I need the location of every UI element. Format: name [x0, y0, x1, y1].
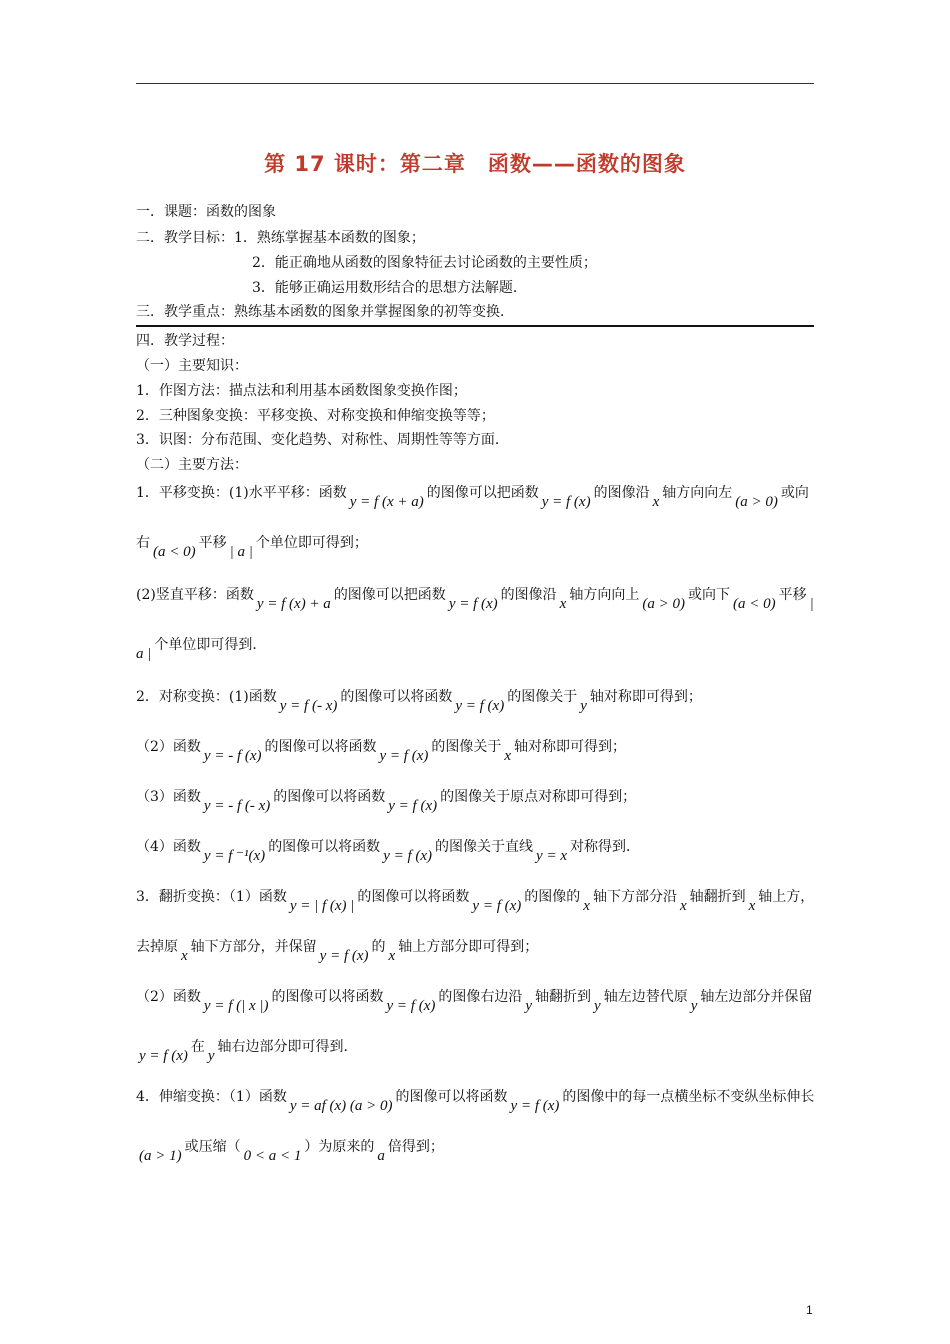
subheading-methods: （二）主要方法：: [136, 457, 248, 473]
translation-paragraph: 1．平移变换：(1)水平平移：函数y = f (x + a)的图像可以把函数y = f (x)的图像沿x轴方向向左(a > 0)或向右(a < 0)平移| a |个单位即可得到；: [136, 485, 809, 560]
formula: y = f (x) + a: [256, 596, 331, 612]
page-title: 第 17 课时：第二章 函数——函数的图象: [264, 152, 686, 176]
page-number: 1: [806, 1303, 813, 1317]
symmetry-paragraph: 2．对称变换：(1)函数y = f (- x)的图像可以将函数y = f (x)的图像关于y轴对称即可得到； （2）函数y = - f (x)的图像可以将函数y = f (x)的图像关于x轴对称即可得到； （3）函数y = - f (- x)的图像可以将函数y = f (x)的图像关于原点对称即可得到； （4）函数y = f ⁻¹(x)的图像可以将函数y = f (x)的图像关于直线y = x对称得到．: [136, 689, 702, 864]
goal-2: 2．能正确地从函数的图象特征去讨论函数的主要性质；: [252, 255, 597, 271]
formula: y = f (x): [541, 494, 591, 510]
header-rule: [136, 83, 814, 84]
knowledge-item-2: 2．三种图象变换：平移变换、对称变换和伸缩变换等等；: [136, 408, 495, 424]
stretch-paragraph: 4．伸缩变换：（1）函数y = af (x) (a > 0)的图像可以将函数y = f (x)的图像中的每一点横坐标不变纵坐标伸长(a > 1)或压缩（0 < a < 1）为原来的a倍得到；: [136, 1089, 815, 1164]
section-goals: 二．教学目标：1．熟练掌握基本函数的图象；: [136, 230, 425, 246]
goal-3: 3．能够正确运用数形结合的思想方法解题．: [252, 280, 527, 296]
knowledge-item-3: 3．识图：分布范围、变化趋势、对称性、周期性等等方面．: [136, 432, 509, 448]
section-topic: 一．课题：函数的图象: [136, 204, 276, 220]
folding-paragraph: 3．翻折变换：（1）函数y = | f (x) |的图像可以将函数y = f (x)的图像的x轴下方部分沿x轴翻折到x轴上方，去掉原x轴下方部分，并保留y = f (x)的x轴上方部分即可得到；: [136, 889, 815, 964]
knowledge-item-1: 1．作图方法：描点法和利用基本函数图象变换作图；: [136, 383, 467, 399]
subheading-knowledge: （一）主要知识：: [136, 358, 248, 374]
section-divider: [136, 325, 814, 327]
section-process: 四．教学过程：: [136, 333, 234, 349]
vertical-translation-paragraph: (2)竖直平移：函数y = f (x) + a的图像可以把函数y = f (x)的图像沿x轴方向向上(a > 0)或向下(a < 0)平移| a |个单位即可得到．: [136, 587, 814, 662]
folding-paragraph-2: （2）函数y = f (| x |)的图像可以将函数y = f (x)的图像右边沿y轴翻折到y轴左边替代原y轴左边部分并保留y = f (x)在y轴右边部分即可得到．: [136, 989, 813, 1064]
section-key-points: 三．教学重点：熟练基本函数的图象并掌握图象的初等变换．: [136, 304, 514, 320]
formula: y = f (x + a): [349, 494, 424, 510]
